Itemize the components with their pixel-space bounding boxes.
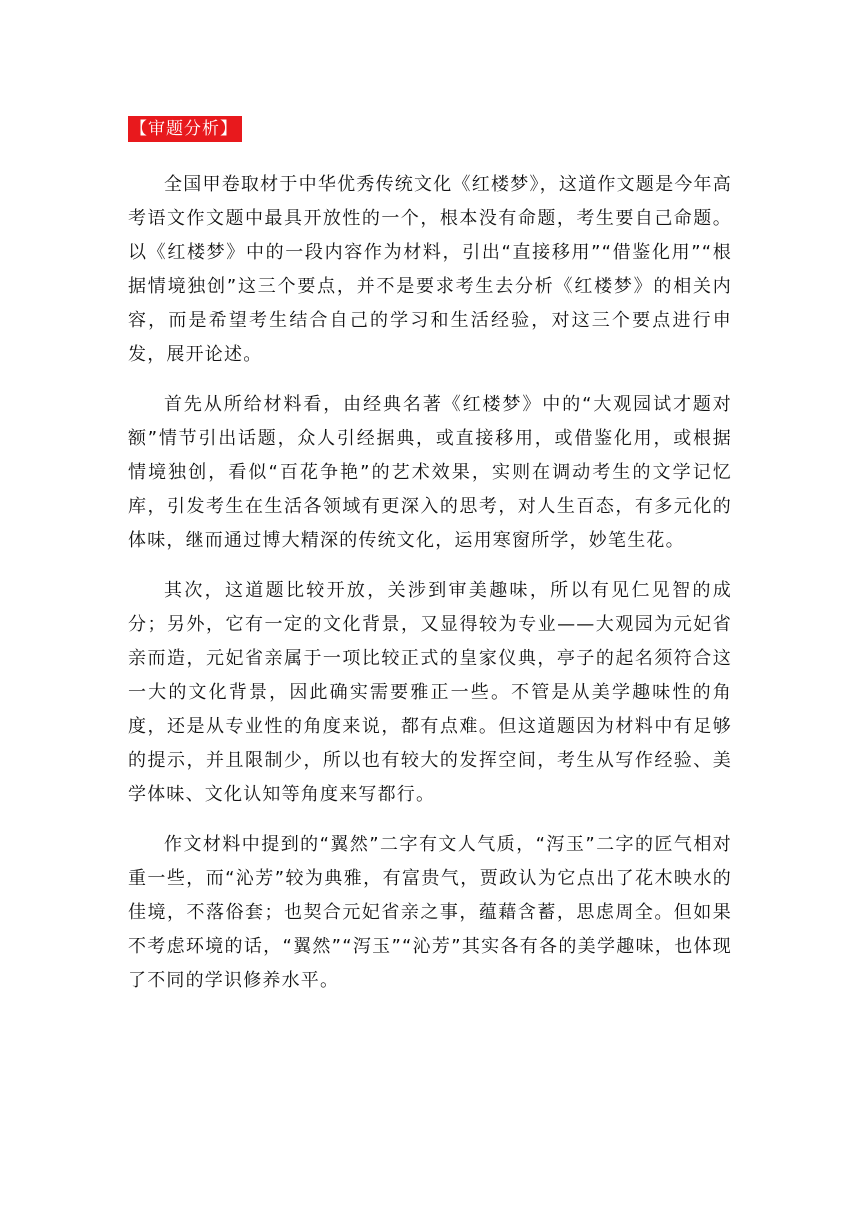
paragraph: 作文材料中提到的“翼然”二字有文人气质，“泻玉”二字的匠气相对重一些，而“沁芳”较为典雅，有富贵气，贾政认为它点出了花木映水的佳境，不落俗套；也契合元妃省亲之事，蕴藉含蓄，思虑周全。但如果不考虑环境的话，“翼然”“泻玉”“沁芳”其实各有各的美学趣味，也体现了不同的学识修养水平。: [128, 834, 732, 991]
paragraph: 首先从所给材料看，由经典名著《红楼梦》中的“大观园试才题对额”情节引出话题，众人引经据典，或直接移用，或借鉴化用，或根据情境独创，看似“百花争艳”的艺术效果，实则在调动考生的文学记忆库，引发考生在生活各领域有更深入的思考，对人生百态，有多元化的体味，继而通过博大精深的传统文化，运用寒窗所学，妙笔生花。: [128, 394, 732, 551]
document-page: [128, 116, 732, 1014]
paragraph: 全国甲卷取材于中华优秀传统文化《红楼梦》，这道作文题是今年高考语文作文题中最具开放性的一个，根本没有命题，考生要自己命题。以《红楼梦》中的一段内容作为材料，引出“直接移用”“借鉴化用”“根据情境独创”这三个要点，并不是要求考生去分析《红楼梦》的相关内容，而是希望考生结合自己的学习和生活经验，对这三个要点进行申发，展开论述。: [128, 174, 732, 365]
analysis-body: [128, 168, 732, 998]
paragraph: 其次，这道题比较开放，关涉到审美趣味，所以有见仁见智的成分；另外，它有一定的文化背景，又显得较为专业——大观园为元妃省亲而造，元妃省亲属于一项比较正式的皇家仪典，亭子的起名须符合这一大的文化背景，因此确实需要雅正一些。不管是从美学趣味性的角度，还是从专业性的角度来说，都有点难。但这道题因为材料中有足够的提示，并且限制少，所以也有较大的发挥空间，考生从写作经验、美学体味、文化认知等角度来写都行。: [128, 580, 732, 805]
section-heading: 【审题分析】: [128, 116, 242, 142]
